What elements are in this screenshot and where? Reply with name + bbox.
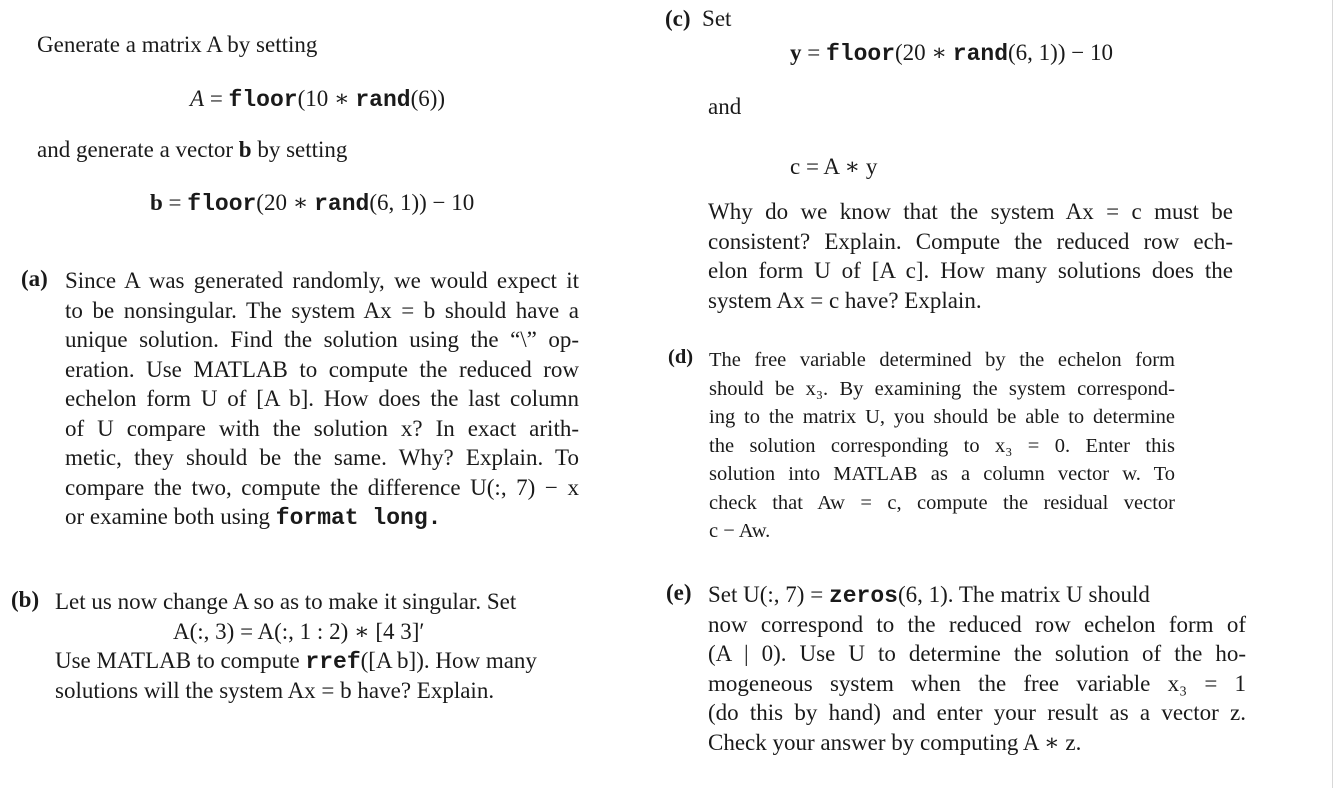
- part-a-body: [65, 266, 579, 532]
- part-a-line: eration. Use MATLAB to compute the reduced row: [65, 356, 579, 382]
- part-e-line: now correspond to the reduced row echelon form of: [708, 611, 1246, 637]
- equation-A: A = floor(10 ∗ rand(6)): [190, 86, 446, 113]
- part-e-line: (do this by hand) and enter your result as a vector z.: [708, 700, 1246, 725]
- part-e-line-1: [708, 580, 1246, 610]
- part-e-code: zeros: [828, 583, 898, 609]
- part-e-line: (A | 0). Use U to determine the solution of the ho-: [708, 641, 1246, 666]
- intro-line-2-bold: b: [238, 137, 252, 162]
- part-b-line-3-pre: Use MATLAB to compute: [55, 648, 306, 673]
- part-d-line: the solution corresponding to x₃ = 0. Enter this: [709, 434, 1175, 457]
- eq-mid: (20 ∗: [256, 190, 315, 215]
- part-a-last-pre: or examine both using: [65, 504, 276, 529]
- part-a-last-line: [65, 502, 579, 532]
- part-b-line-3: [55, 646, 587, 676]
- eq-fn-rand: rand: [314, 191, 370, 217]
- part-e-line: Check your answer by computing A ∗ z.: [708, 729, 1082, 755]
- eq-fn-floor: floor: [228, 87, 298, 113]
- equation-c: c = A ∗ y: [790, 154, 878, 179]
- part-c-set: Set: [702, 6, 732, 31]
- part-b-body: [55, 587, 587, 705]
- part-c-line: system Ax = c have? Explain.: [708, 287, 982, 313]
- part-a-code: format long.: [275, 505, 442, 531]
- part-c-line: Why do we know that the system Ax = c must be: [708, 199, 1233, 224]
- eq-lhs: A: [190, 86, 205, 111]
- part-b-line-1: Let us now change A so as to make it singular. Set: [55, 589, 517, 614]
- part-a-line: compare the two, compute the difference U(:, 7) − x: [65, 474, 579, 500]
- part-c-header: [665, 4, 731, 33]
- part-b-line-3-post: ([A b]). How many: [360, 648, 537, 673]
- intro-line-2-post: by setting: [251, 137, 348, 162]
- equation-b: b = floor(20 ∗ rand(6, 1)) − 10: [150, 190, 475, 217]
- part-c-line: elon form U of [A c]. How many solutions does the: [708, 258, 1233, 283]
- part-e-line: mogeneous system when the free variable x₃ = 1: [708, 670, 1246, 696]
- part-c-and: and: [708, 94, 742, 119]
- part-e-line-1-pre: Set U(:, 7) =: [708, 582, 829, 607]
- part-b-label: (b): [11, 587, 40, 612]
- equation-y: y = floor(20 ∗ rand(6, 1)) − 10: [790, 40, 1113, 67]
- part-a-line: to be nonsingular. The system Ax = b should have a: [65, 297, 579, 323]
- part-a-label: (a): [21, 266, 48, 291]
- part-a-line: Since A was generated randomly, we would expect it: [65, 268, 579, 293]
- part-d-body: [709, 346, 1175, 546]
- part-b-code: rref: [305, 649, 361, 675]
- eq-fn-floor: floor: [187, 191, 257, 217]
- part-d-line: solution into MATLAB as a column vector w. To: [709, 463, 1175, 485]
- eq-fn-rand: rand: [355, 87, 411, 113]
- part-d-line: The free variable determined by the echelon form: [709, 349, 1175, 371]
- part-b-line-4: solutions will the system Ax = b have? Explain.: [55, 677, 495, 703]
- eq-mid: (20 ∗: [895, 40, 953, 65]
- part-e-line-1-post: (6, 1). The matrix U should: [897, 582, 1150, 607]
- part-c-label: (c): [665, 6, 691, 31]
- part-a-line: metic, they should be the same. Why? Explain. To: [65, 445, 579, 470]
- part-e-body: [708, 580, 1246, 757]
- intro-line-2: [37, 135, 347, 164]
- eq-fn-floor: floor: [825, 41, 895, 67]
- part-a-line: unique solution. Find the solution using the “\” op-: [65, 327, 579, 352]
- part-d-line: check that Aw = c, compute the residual vector: [709, 491, 1175, 514]
- part-d-label: (d): [668, 346, 694, 368]
- eq-arg: (6, 1)) − 10: [1008, 40, 1113, 65]
- eq-arg: (6, 1)) − 10: [369, 190, 475, 215]
- part-d-line: c − Aw.: [709, 520, 771, 542]
- part-d-line: should be x₃. By examining the system correspond-: [709, 377, 1175, 400]
- intro-line-2-pre: and generate a vector: [37, 137, 239, 162]
- part-c-line: consistent? Explain. Compute the reduced row ech-: [708, 228, 1233, 254]
- part-b-equation: A(:, 3) = A(:, 1 : 2) ∗ [4 3]′: [173, 618, 425, 644]
- part-a-line: echelon form U of [A b]. How does the last column: [65, 386, 579, 411]
- part-e-label: (e): [666, 580, 692, 605]
- part-d-line: ing to the matrix U, you should be able to determine: [709, 406, 1175, 428]
- eq-lhs: b: [150, 190, 163, 215]
- eq-fn-rand: rand: [952, 41, 1009, 67]
- part-a-line: of U compare with the solution x? In exact arith-: [65, 415, 579, 441]
- eq-arg: (6)): [410, 86, 446, 111]
- intro-line-1: Generate a matrix A by setting: [37, 32, 318, 57]
- eq-mid: (10 ∗: [297, 86, 356, 111]
- eq-lhs: y: [790, 40, 802, 65]
